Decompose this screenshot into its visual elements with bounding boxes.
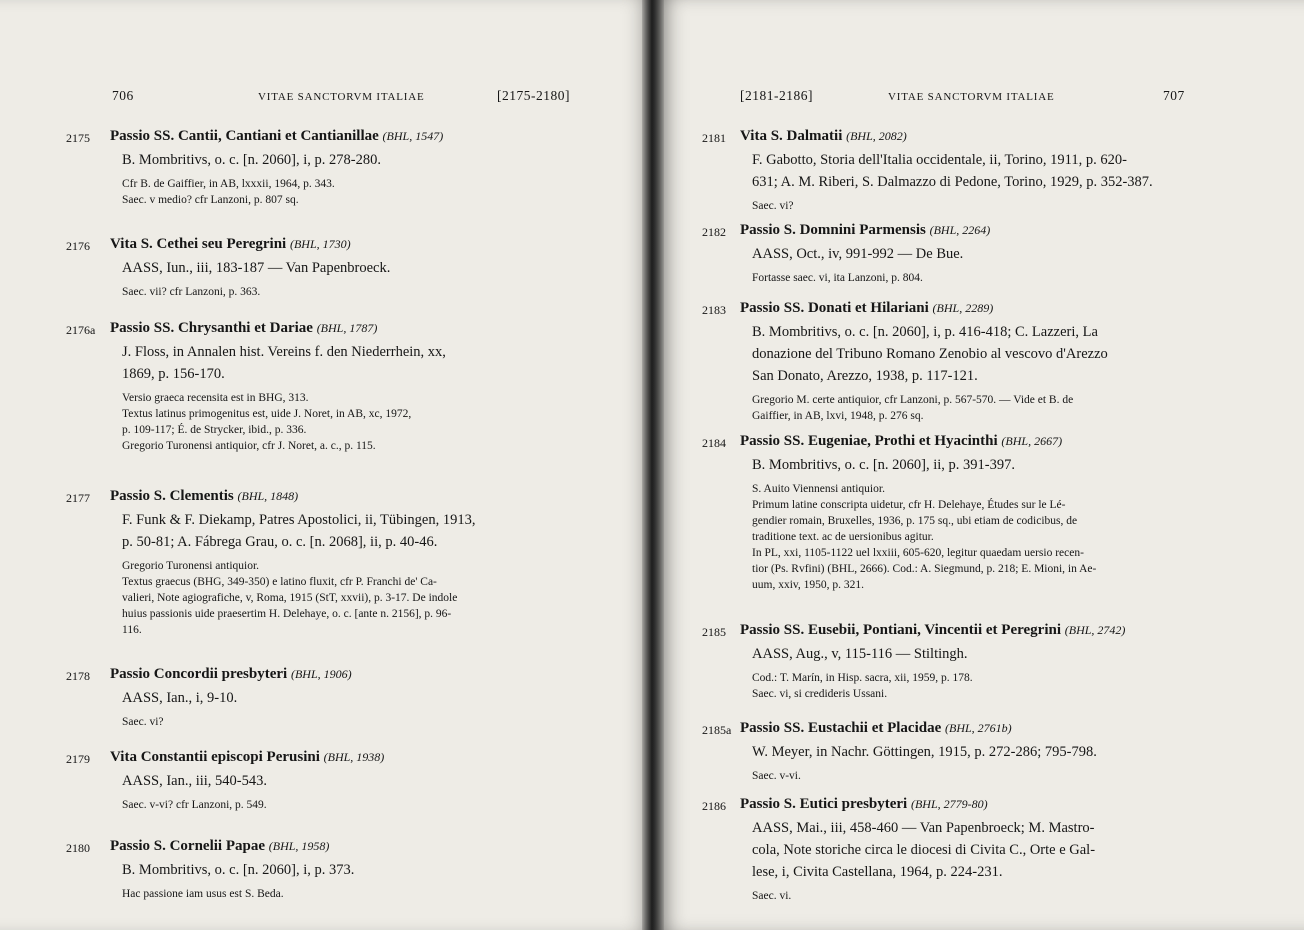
bhl-reference: (BHL, 2742) — [1064, 623, 1126, 637]
entry-number: 2180 — [66, 841, 90, 855]
note-line: Saec. v-vi? cfr Lanzoni, p. 549. — [122, 799, 267, 811]
note-line: 116. — [122, 624, 142, 636]
citation-line: 1869, p. 156-170. — [122, 366, 225, 382]
page-number: 706 — [112, 88, 134, 103]
citation-line: lese, i, Civita Castellana, 1964, p. 224-231. — [752, 864, 1003, 880]
citation-line: W. Meyer, in Nachr. Göttingen, 1915, p. 272-286; 795-798. — [752, 744, 1097, 760]
entry-title-text: Passio SS. Eugeniae, Prothi et Hyacinthi — [740, 433, 1002, 449]
note-line: Saec. vi. — [752, 890, 792, 902]
entry-title-text: Passio S. Eutici presbyteri — [740, 796, 911, 812]
note-line: Fortasse saec. vi, ita Lanzoni, p. 804. — [752, 272, 923, 284]
citation-line: San Donato, Arezzo, 1938, p. 117-121. — [752, 368, 978, 384]
citation-line: AASS, Mai., iii, 458-460 — Van Papenbroeck; M. Mastro- — [752, 820, 1095, 836]
entry-number: 2182 — [702, 225, 726, 239]
note-line: Saec. vi, si credideris Ussani. — [752, 688, 888, 700]
note-line: Gregorio Turonensi antiquior, cfr J. Noret, a. c., p. 115. — [122, 440, 376, 452]
note-line: Gregorio M. certe antiquior, cfr Lanzoni, p. 567-570. — Vide et B. de — [752, 394, 1074, 406]
note-line: S. Auito Viennensi antiquior. — [752, 483, 885, 495]
note-line: In PL, xxi, 1105-1122 uel lxxiii, 605-620, legitur quaedam uersio recen- — [752, 547, 1084, 559]
entry-title-text: Passio SS. Chrysanthi et Dariae — [110, 320, 317, 336]
book-gutter — [642, 0, 664, 930]
note-line: Saec. vi? — [752, 200, 794, 212]
entry-title — [110, 666, 352, 683]
citation-line: J. Floss, in Annalen hist. Vereins f. den Niederrhein, xx, — [122, 344, 446, 360]
note-line: gendier romain, Bruxelles, 1936, p. 175 sq., ubi etiam de codicibus, de — [752, 515, 1078, 527]
entry-number: 2179 — [66, 752, 90, 766]
entry-title — [110, 838, 329, 855]
citation-line: AASS, Oct., iv, 991-992 — De Bue. — [752, 246, 964, 262]
note-line: Textus graecus (BHG, 349-350) e latino fluxit, cfr P. Franchi de' Ca- — [122, 576, 437, 588]
entry-title-text: Vita Constantii episcopi Perusini — [110, 749, 324, 765]
entry-title-text: Passio S. Domnini Parmensis — [740, 222, 930, 238]
note-line: tior (Ps. Rvfini) (BHL, 2666). Cod.: A. Siegmund, p. 218; E. Mioni, in Ae- — [752, 563, 1097, 575]
bhl-reference: (BHL, 1787) — [316, 321, 378, 335]
entry-title — [740, 222, 990, 239]
entry-number: 2176 — [66, 239, 90, 253]
note-line: Saec. vi? — [122, 716, 164, 728]
entry-title-text: Passio SS. Donati et Hilariani — [740, 300, 933, 316]
note-line: Versio graeca recensita est in BHG, 313. — [122, 392, 309, 404]
bhl-reference: (BHL, 1848) — [237, 489, 299, 503]
entry-title — [110, 749, 384, 766]
citation-line: F. Funk & F. Diekamp, Patres Apostolici, ii, Tübingen, 1913, — [122, 512, 476, 528]
note-line: Gregorio Turonensi antiquior. — [122, 560, 260, 572]
entry-title-text: Vita S. Cethei seu Peregrini — [110, 236, 290, 252]
note-line: huius passionis uide praesertim H. Delehaye, o. c. [ante n. 2156], p. 96- — [122, 608, 452, 620]
entry-number: 2176a — [66, 323, 96, 337]
entry-title — [110, 236, 351, 253]
citation-line: 631; A. M. Riberi, S. Dalmazzo di Pedone, Torino, 1929, p. 352-387. — [752, 174, 1153, 190]
citation-line: F. Gabotto, Storia dell'Italia occidentale, ii, Torino, 1911, p. 620- — [752, 152, 1127, 168]
note-line: Saec. vii? cfr Lanzoni, p. 363. — [122, 286, 261, 298]
entry-number: 2184 — [702, 436, 726, 450]
entry-title — [110, 128, 443, 145]
entry-title — [740, 796, 988, 813]
citation-line: B. Mombritivs, o. c. [n. 2060], i, p. 416-418; C. Lazzeri, La — [752, 324, 1098, 340]
bhl-reference: (BHL, 1730) — [289, 237, 351, 251]
citation-line: AASS, Ian., iii, 540-543. — [122, 773, 267, 789]
bhl-reference: (BHL, 1906) — [290, 667, 352, 681]
entry-number: 2185a — [702, 723, 732, 737]
note-line: Saec. v-vi. — [752, 770, 801, 782]
citation-line: AASS, Aug., v, 115-116 — Stiltingh. — [752, 646, 968, 662]
citation-line: AASS, Ian., i, 9-10. — [122, 690, 238, 706]
entry-title-text: Vita S. Dalmatii — [740, 128, 847, 144]
bhl-reference: (BHL, 1958) — [268, 839, 330, 853]
entry-title — [110, 320, 377, 337]
entry-title-text: Passio S. Cornelii Papae — [110, 838, 269, 854]
citation-line: AASS, Iun., iii, 183-187 — Van Papenbroeck. — [122, 260, 391, 276]
entry-title — [740, 622, 1125, 639]
note-line: Hac passione iam usus est S. Beda. — [122, 888, 284, 900]
entry-title — [740, 433, 1062, 450]
entry-range: [2175-2180] — [497, 88, 570, 103]
entry-title-text: Passio S. Clementis — [110, 488, 238, 504]
entry-title — [110, 488, 298, 505]
bhl-reference: (BHL, 2779-80) — [910, 797, 988, 811]
bhl-reference: (BHL, 2761b) — [945, 721, 1012, 735]
note-line: p. 109-117; É. de Strycker, ibid., p. 336. — [122, 424, 307, 436]
citation-line: donazione del Tribuno Romano Zenobio al vescovo d'Arezzo — [752, 346, 1108, 362]
note-line: traditione text. ac de uersionibus agitur. — [752, 531, 934, 543]
entry-number: 2175 — [66, 131, 90, 145]
entry-number: 2177 — [66, 491, 90, 505]
citation-line: p. 50-81; A. Fábrega Grau, o. c. [n. 2068], ii, p. 40-46. — [122, 534, 438, 550]
note-line: uum, xxiv, 1950, p. 321. — [752, 579, 865, 591]
entry-title-text: Passio Concordii presbyteri — [110, 666, 291, 682]
note-line: Cfr B. de Gaiffier, in AB, lxxxii, 1964, p. 343. — [122, 178, 335, 190]
note-line: valieri, Note agiografiche, v, Roma, 1915 (StT, xxvii), p. 3-17. De indole — [122, 592, 458, 604]
entry-title-text: Passio SS. Cantii, Cantiani et Cantianillae — [110, 128, 383, 144]
note-line: Textus latinus primogenitus est, uide J. Noret, in AB, xc, 1972, — [122, 408, 412, 420]
entry-number: 2178 — [66, 669, 90, 683]
citation-line: B. Mombritivs, o. c. [n. 2060], i, p. 373. — [122, 862, 355, 878]
bhl-reference: (BHL, 2667) — [1001, 434, 1063, 448]
citation-line: B. Mombritivs, o. c. [n. 2060], i, p. 278-280. — [122, 152, 381, 168]
entry-number: 2185 — [702, 625, 726, 639]
note-line: Primum latine conscripta uidetur, cfr H. Delehaye, Études sur le Lé- — [752, 499, 1066, 511]
right-page — [652, 0, 1304, 930]
entry-title — [740, 128, 907, 145]
entry-title-text: Passio SS. Eusebii, Pontiani, Vincentii et Peregrini — [740, 622, 1065, 638]
entry-number: 2183 — [702, 303, 726, 317]
entry-title-text: Passio SS. Eustachii et Placidae — [740, 720, 946, 736]
entry-range: [2181-2186] — [740, 88, 813, 103]
note-line: Saec. v medio? cfr Lanzoni, p. 807 sq. — [122, 194, 299, 206]
note-line: Gaiffier, in AB, lxvi, 1948, p. 276 sq. — [752, 410, 924, 422]
bhl-reference: (BHL, 2264) — [929, 223, 991, 237]
entry-title — [740, 300, 993, 317]
bhl-reference: (BHL, 2289) — [932, 301, 994, 315]
bhl-reference: (BHL, 1938) — [323, 750, 385, 764]
running-title: VITAE SANCTORVM ITALIAE — [888, 91, 1055, 103]
entry-title — [740, 720, 1012, 737]
running-title: VITAE SANCTORVM ITALIAE — [258, 91, 425, 103]
entry-number: 2186 — [702, 799, 726, 813]
entry-number: 2181 — [702, 131, 726, 145]
citation-line: B. Mombritivs, o. c. [n. 2060], ii, p. 391-397. — [752, 457, 1016, 473]
page-number: 707 — [1163, 88, 1185, 103]
bhl-reference: (BHL, 1547) — [382, 129, 444, 143]
note-line: Cod.: T. Marín, in Hisp. sacra, xii, 1959, p. 178. — [752, 672, 973, 684]
bhl-reference: (BHL, 2082) — [846, 129, 907, 143]
citation-line: cola, Note storiche circa le diocesi di Civita C., Orte e Gal- — [752, 842, 1096, 858]
